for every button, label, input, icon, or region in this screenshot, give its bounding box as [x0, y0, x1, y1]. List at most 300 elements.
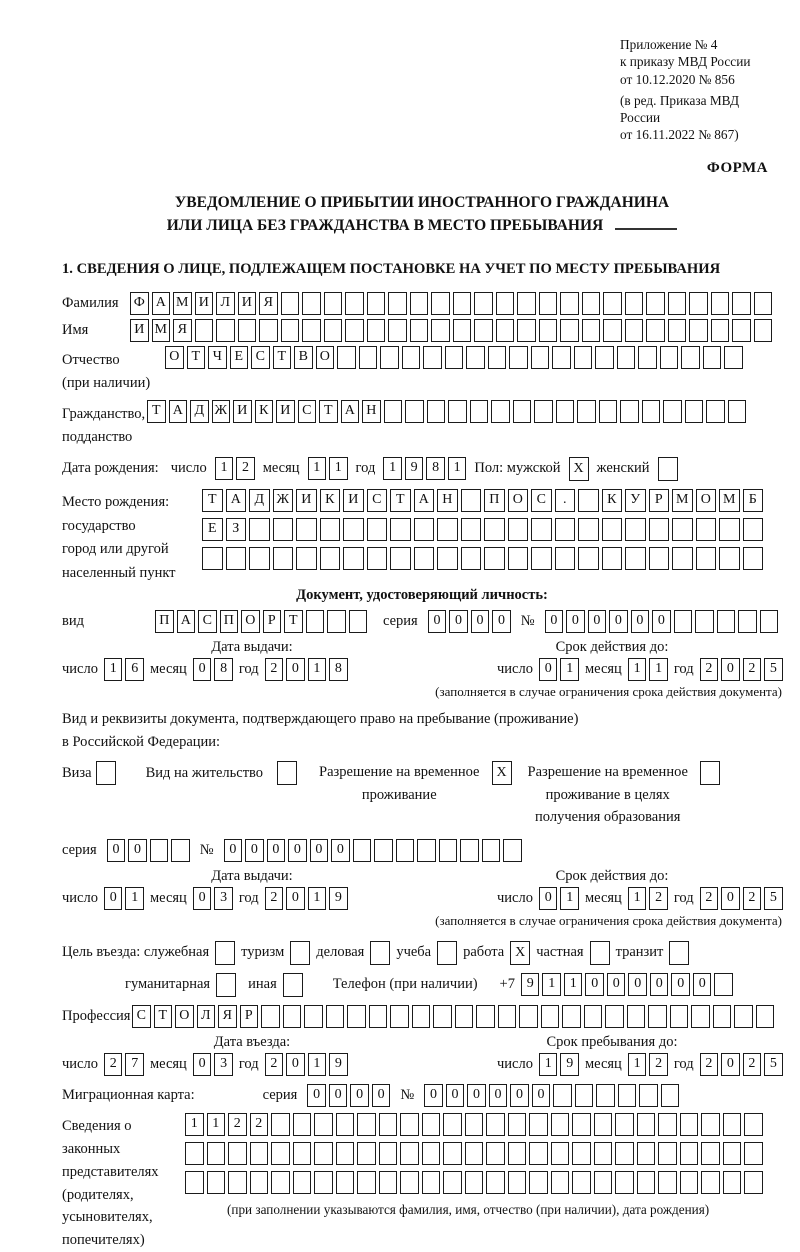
- form-cell[interactable]: 0: [609, 610, 628, 633]
- form-cell[interactable]: [357, 1113, 376, 1136]
- form-cell[interactable]: 1: [104, 658, 123, 681]
- form-cell[interactable]: 0: [310, 839, 329, 862]
- form-cell[interactable]: [553, 1084, 572, 1107]
- form-cell[interactable]: [226, 547, 247, 570]
- form-cell[interactable]: [349, 610, 368, 633]
- form-cell[interactable]: 1: [628, 1053, 647, 1076]
- form-cell[interactable]: [443, 1113, 462, 1136]
- id-valid-month-input[interactable]: [628, 658, 668, 681]
- form-cell[interactable]: [422, 1113, 441, 1136]
- form-cell[interactable]: [551, 1142, 570, 1165]
- form-cell[interactable]: [150, 839, 169, 862]
- form-cell[interactable]: [578, 518, 599, 541]
- form-cell[interactable]: [754, 319, 773, 342]
- form-cell[interactable]: [324, 319, 343, 342]
- form-cell[interactable]: [396, 839, 415, 862]
- form-cell[interactable]: [367, 292, 386, 315]
- form-cell[interactable]: О: [175, 1005, 194, 1028]
- entry-month-input[interactable]: [193, 1053, 233, 1076]
- form-cell[interactable]: [625, 319, 644, 342]
- form-cell[interactable]: [625, 518, 646, 541]
- form-cell[interactable]: [615, 1113, 634, 1136]
- form-cell[interactable]: [486, 1142, 505, 1165]
- form-cell[interactable]: [595, 346, 614, 369]
- form-cell[interactable]: 0: [329, 1084, 348, 1107]
- purpose-business-checkbox[interactable]: [370, 941, 390, 965]
- form-cell[interactable]: Д: [190, 400, 209, 423]
- form-cell[interactable]: [517, 292, 536, 315]
- form-cell[interactable]: [460, 839, 479, 862]
- form-cell[interactable]: [271, 1142, 290, 1165]
- form-cell[interactable]: [706, 400, 725, 423]
- given-name-input[interactable]: [130, 319, 772, 342]
- birth-place-row1-input[interactable]: [202, 489, 763, 512]
- form-cell[interactable]: [400, 1142, 419, 1165]
- form-cell[interactable]: Т: [202, 489, 223, 512]
- form-cell[interactable]: 1: [308, 887, 327, 910]
- form-cell[interactable]: 0: [539, 658, 558, 681]
- form-cell[interactable]: [369, 1005, 388, 1028]
- form-cell[interactable]: [302, 319, 321, 342]
- form-cell[interactable]: [453, 319, 472, 342]
- form-cell[interactable]: [171, 839, 190, 862]
- form-cell[interactable]: [599, 400, 618, 423]
- form-cell[interactable]: 1: [329, 457, 348, 480]
- form-cell[interactable]: 1: [215, 457, 234, 480]
- form-cell[interactable]: [508, 1113, 527, 1136]
- form-cell[interactable]: [327, 610, 346, 633]
- form-cell[interactable]: [711, 319, 730, 342]
- form-cell[interactable]: [249, 518, 270, 541]
- form-cell[interactable]: [594, 1113, 613, 1136]
- form-cell[interactable]: [724, 346, 743, 369]
- form-cell[interactable]: 0: [650, 973, 669, 996]
- form-cell[interactable]: [508, 1142, 527, 1165]
- form-cell[interactable]: [503, 839, 522, 862]
- form-cell[interactable]: [744, 1113, 763, 1136]
- form-cell[interactable]: [261, 1005, 280, 1028]
- form-cell[interactable]: [202, 547, 223, 570]
- form-cell[interactable]: [465, 1113, 484, 1136]
- form-cell[interactable]: [443, 1142, 462, 1165]
- form-cell[interactable]: [743, 547, 764, 570]
- form-cell[interactable]: Н: [362, 400, 381, 423]
- form-cell[interactable]: [529, 1142, 548, 1165]
- form-cell[interactable]: С: [298, 400, 317, 423]
- form-cell[interactable]: Р: [263, 610, 282, 633]
- form-cell[interactable]: [281, 292, 300, 315]
- representatives-row1-input[interactable]: [185, 1113, 763, 1136]
- form-cell[interactable]: 5: [764, 1053, 783, 1076]
- form-cell[interactable]: 1: [383, 457, 402, 480]
- form-cell[interactable]: [680, 1113, 699, 1136]
- form-cell[interactable]: [529, 1171, 548, 1194]
- form-cell[interactable]: [410, 292, 429, 315]
- form-cell[interactable]: 0: [245, 839, 264, 862]
- form-cell[interactable]: 1: [649, 658, 668, 681]
- birth-place-row2-input[interactable]: [202, 518, 763, 541]
- form-cell[interactable]: Т: [273, 346, 292, 369]
- id-issue-month-input[interactable]: [193, 658, 233, 681]
- form-cell[interactable]: Ф: [130, 292, 149, 315]
- form-cell[interactable]: [461, 489, 482, 512]
- form-cell[interactable]: 8: [329, 658, 348, 681]
- form-cell[interactable]: [347, 1005, 366, 1028]
- form-cell[interactable]: [517, 319, 536, 342]
- form-cell[interactable]: 1: [628, 658, 647, 681]
- form-cell[interactable]: [691, 1005, 710, 1028]
- form-cell[interactable]: [637, 1113, 656, 1136]
- form-cell[interactable]: 2: [649, 1053, 668, 1076]
- form-cell[interactable]: 0: [471, 610, 490, 633]
- form-cell[interactable]: X: [510, 941, 530, 965]
- residence-issue-month-input[interactable]: [193, 887, 233, 910]
- migration-series-input[interactable]: [307, 1084, 390, 1107]
- form-cell[interactable]: 0: [585, 973, 604, 996]
- form-cell[interactable]: О: [165, 346, 184, 369]
- form-cell[interactable]: 2: [228, 1113, 247, 1136]
- form-cell[interactable]: 1: [308, 1053, 327, 1076]
- form-cell[interactable]: [249, 547, 270, 570]
- form-cell[interactable]: [417, 839, 436, 862]
- patronymic-input[interactable]: [165, 346, 743, 369]
- form-cell[interactable]: [314, 1142, 333, 1165]
- form-cell[interactable]: [466, 346, 485, 369]
- form-cell[interactable]: [293, 1113, 312, 1136]
- form-cell[interactable]: 5: [764, 658, 783, 681]
- form-cell[interactable]: [620, 400, 639, 423]
- form-cell[interactable]: [578, 489, 599, 512]
- form-cell[interactable]: [681, 346, 700, 369]
- form-cell[interactable]: Я: [218, 1005, 237, 1028]
- form-cell[interactable]: [669, 941, 689, 965]
- form-cell[interactable]: А: [152, 292, 171, 315]
- form-cell[interactable]: [324, 292, 343, 315]
- id-valid-day-input[interactable]: [539, 658, 579, 681]
- purpose-other-checkbox[interactable]: [283, 973, 303, 997]
- form-cell[interactable]: 0: [671, 973, 690, 996]
- form-cell[interactable]: [484, 518, 505, 541]
- form-cell[interactable]: [529, 1113, 548, 1136]
- id-kind-input[interactable]: [155, 610, 367, 633]
- form-cell[interactable]: Т: [154, 1005, 173, 1028]
- form-cell[interactable]: 0: [331, 839, 350, 862]
- form-cell[interactable]: 0: [193, 1053, 212, 1076]
- form-cell[interactable]: [491, 400, 510, 423]
- form-cell[interactable]: 1: [207, 1113, 226, 1136]
- form-cell[interactable]: [577, 400, 596, 423]
- form-cell[interactable]: [658, 1171, 677, 1194]
- form-cell[interactable]: [367, 518, 388, 541]
- form-cell[interactable]: [238, 319, 257, 342]
- form-cell[interactable]: [551, 1113, 570, 1136]
- form-cell[interactable]: Н: [437, 489, 458, 512]
- form-cell[interactable]: Р: [649, 489, 670, 512]
- form-cell[interactable]: [584, 1005, 603, 1028]
- form-cell[interactable]: [539, 319, 558, 342]
- form-cell[interactable]: Л: [197, 1005, 216, 1028]
- form-cell[interactable]: К: [255, 400, 274, 423]
- form-cell[interactable]: [603, 292, 622, 315]
- form-cell[interactable]: [405, 400, 424, 423]
- form-cell[interactable]: [701, 1142, 720, 1165]
- form-cell[interactable]: [185, 1171, 204, 1194]
- form-cell[interactable]: С: [132, 1005, 151, 1028]
- form-cell[interactable]: 2: [743, 1053, 762, 1076]
- residence-valid-day-input[interactable]: [539, 887, 579, 910]
- form-cell[interactable]: [602, 518, 623, 541]
- form-cell[interactable]: [560, 292, 579, 315]
- form-cell[interactable]: [496, 292, 515, 315]
- form-cell[interactable]: П: [484, 489, 505, 512]
- form-cell[interactable]: [696, 547, 717, 570]
- form-cell[interactable]: 9: [560, 1053, 579, 1076]
- form-cell[interactable]: [539, 292, 558, 315]
- form-cell[interactable]: 0: [449, 610, 468, 633]
- form-cell[interactable]: 0: [307, 1084, 326, 1107]
- form-cell[interactable]: И: [130, 319, 149, 342]
- temp-residence-checkbox[interactable]: [492, 761, 512, 785]
- sex-female-checkbox[interactable]: [658, 457, 678, 481]
- form-cell[interactable]: [410, 319, 429, 342]
- form-cell[interactable]: [439, 839, 458, 862]
- form-cell[interactable]: [343, 518, 364, 541]
- form-cell[interactable]: 0: [545, 610, 564, 633]
- stay-year-input[interactable]: [700, 1053, 783, 1076]
- form-cell[interactable]: 1: [560, 658, 579, 681]
- profession-input[interactable]: [132, 1005, 774, 1028]
- form-cell[interactable]: [701, 1113, 720, 1136]
- entry-year-input[interactable]: [265, 1053, 348, 1076]
- form-cell[interactable]: [508, 518, 529, 541]
- form-cell[interactable]: [689, 292, 708, 315]
- form-cell[interactable]: 9: [329, 1053, 348, 1076]
- form-cell[interactable]: 0: [350, 1084, 369, 1107]
- form-cell[interactable]: [306, 610, 325, 633]
- form-cell[interactable]: [277, 761, 297, 785]
- form-cell[interactable]: [320, 518, 341, 541]
- form-cell[interactable]: [336, 1171, 355, 1194]
- form-cell[interactable]: О: [241, 610, 260, 633]
- form-cell[interactable]: В: [294, 346, 313, 369]
- form-cell[interactable]: [658, 457, 678, 481]
- form-cell[interactable]: [696, 518, 717, 541]
- visa-checkbox[interactable]: [96, 761, 116, 785]
- citizenship-input[interactable]: [147, 400, 746, 423]
- form-cell[interactable]: [293, 1171, 312, 1194]
- form-cell[interactable]: X: [569, 457, 589, 481]
- form-cell[interactable]: 0: [193, 658, 212, 681]
- form-cell[interactable]: 0: [428, 610, 447, 633]
- form-cell[interactable]: П: [220, 610, 239, 633]
- form-cell[interactable]: Т: [284, 610, 303, 633]
- form-cell[interactable]: [215, 941, 235, 965]
- form-cell[interactable]: [345, 319, 364, 342]
- form-cell[interactable]: [293, 1142, 312, 1165]
- form-cell[interactable]: [732, 319, 751, 342]
- form-cell[interactable]: А: [177, 610, 196, 633]
- form-cell[interactable]: [400, 1171, 419, 1194]
- form-cell[interactable]: К: [602, 489, 623, 512]
- form-cell[interactable]: [639, 1084, 658, 1107]
- form-cell[interactable]: [711, 292, 730, 315]
- form-cell[interactable]: [743, 518, 764, 541]
- form-cell[interactable]: [513, 400, 532, 423]
- form-cell[interactable]: [304, 1005, 323, 1028]
- form-cell[interactable]: [509, 346, 528, 369]
- form-cell[interactable]: [486, 1113, 505, 1136]
- form-cell[interactable]: 9: [521, 973, 540, 996]
- form-cell[interactable]: [390, 547, 411, 570]
- form-cell[interactable]: 1: [628, 887, 647, 910]
- form-cell[interactable]: [414, 518, 435, 541]
- form-cell[interactable]: [474, 292, 493, 315]
- form-cell[interactable]: 0: [566, 610, 585, 633]
- form-cell[interactable]: [345, 292, 364, 315]
- residence-series-input[interactable]: [107, 839, 190, 862]
- form-cell[interactable]: [290, 941, 310, 965]
- form-cell[interactable]: [728, 400, 747, 423]
- form-cell[interactable]: [723, 1142, 742, 1165]
- form-cell[interactable]: [388, 319, 407, 342]
- form-cell[interactable]: [431, 292, 450, 315]
- form-cell[interactable]: 2: [236, 457, 255, 480]
- form-cell[interactable]: К: [320, 489, 341, 512]
- form-cell[interactable]: [582, 292, 601, 315]
- form-cell[interactable]: [320, 547, 341, 570]
- form-cell[interactable]: [488, 346, 507, 369]
- form-cell[interactable]: Ж: [273, 489, 294, 512]
- form-cell[interactable]: [423, 346, 442, 369]
- form-cell[interactable]: 0: [267, 839, 286, 862]
- form-cell[interactable]: [572, 1142, 591, 1165]
- surname-input[interactable]: [130, 292, 772, 315]
- form-cell[interactable]: [379, 1142, 398, 1165]
- form-cell[interactable]: [562, 1005, 581, 1028]
- form-cell[interactable]: 0: [721, 1053, 740, 1076]
- residence-valid-month-input[interactable]: [628, 887, 668, 910]
- form-cell[interactable]: [326, 1005, 345, 1028]
- form-cell[interactable]: [336, 1113, 355, 1136]
- form-cell[interactable]: 1: [448, 457, 467, 480]
- form-cell[interactable]: [723, 1113, 742, 1136]
- form-cell[interactable]: [271, 1113, 290, 1136]
- form-cell[interactable]: [541, 1005, 560, 1028]
- form-cell[interactable]: [336, 1142, 355, 1165]
- form-cell[interactable]: [575, 1084, 594, 1107]
- form-cell[interactable]: 9: [329, 887, 348, 910]
- migration-number-input[interactable]: [424, 1084, 679, 1107]
- id-number-input[interactable]: [545, 610, 779, 633]
- stay-day-input[interactable]: [539, 1053, 579, 1076]
- form-cell[interactable]: 8: [426, 457, 445, 480]
- form-cell[interactable]: [723, 1171, 742, 1194]
- form-cell[interactable]: И: [195, 292, 214, 315]
- form-cell[interactable]: М: [672, 489, 693, 512]
- form-cell[interactable]: 0: [652, 610, 671, 633]
- form-cell[interactable]: [603, 319, 622, 342]
- form-cell[interactable]: [695, 610, 714, 633]
- form-cell[interactable]: [663, 400, 682, 423]
- form-cell[interactable]: И: [238, 292, 257, 315]
- form-cell[interactable]: [555, 518, 576, 541]
- form-cell[interactable]: [461, 518, 482, 541]
- form-cell[interactable]: А: [169, 400, 188, 423]
- form-cell[interactable]: 0: [489, 1084, 508, 1107]
- form-cell[interactable]: 0: [288, 839, 307, 862]
- form-cell[interactable]: [296, 518, 317, 541]
- form-cell[interactable]: [367, 547, 388, 570]
- form-cell[interactable]: [388, 292, 407, 315]
- form-cell[interactable]: О: [508, 489, 529, 512]
- residence-issue-day-input[interactable]: [104, 887, 144, 910]
- purpose-tourism-checkbox[interactable]: [290, 941, 310, 965]
- form-cell[interactable]: [738, 610, 757, 633]
- form-cell[interactable]: [482, 839, 501, 862]
- form-cell[interactable]: [470, 400, 489, 423]
- form-cell[interactable]: [732, 292, 751, 315]
- form-cell[interactable]: 0: [607, 973, 626, 996]
- form-cell[interactable]: [412, 1005, 431, 1028]
- form-cell[interactable]: [713, 1005, 732, 1028]
- stay-month-input[interactable]: [628, 1053, 668, 1076]
- form-cell[interactable]: [474, 319, 493, 342]
- form-cell[interactable]: 2: [700, 658, 719, 681]
- form-cell[interactable]: 2: [250, 1113, 269, 1136]
- form-cell[interactable]: [455, 1005, 474, 1028]
- form-cell[interactable]: [273, 518, 294, 541]
- form-cell[interactable]: Я: [173, 319, 192, 342]
- form-cell[interactable]: 0: [588, 610, 607, 633]
- form-cell[interactable]: [250, 1142, 269, 1165]
- form-cell[interactable]: [551, 1171, 570, 1194]
- id-issue-year-input[interactable]: [265, 658, 348, 681]
- form-cell[interactable]: 0: [532, 1084, 551, 1107]
- form-cell[interactable]: 2: [649, 887, 668, 910]
- form-cell[interactable]: [700, 761, 720, 785]
- form-cell[interactable]: И: [296, 489, 317, 512]
- form-cell[interactable]: [754, 292, 773, 315]
- form-cell[interactable]: [374, 839, 393, 862]
- form-cell[interactable]: [390, 1005, 409, 1028]
- id-series-input[interactable]: [428, 610, 511, 633]
- form-cell[interactable]: [228, 1171, 247, 1194]
- form-cell[interactable]: [594, 1171, 613, 1194]
- form-cell[interactable]: [476, 1005, 495, 1028]
- form-cell[interactable]: [638, 346, 657, 369]
- form-cell[interactable]: 9: [405, 457, 424, 480]
- form-cell[interactable]: Р: [240, 1005, 259, 1028]
- form-cell[interactable]: [618, 1084, 637, 1107]
- form-cell[interactable]: 2: [743, 887, 762, 910]
- form-cell[interactable]: [615, 1171, 634, 1194]
- form-cell[interactable]: [701, 1171, 720, 1194]
- form-cell[interactable]: [660, 346, 679, 369]
- form-cell[interactable]: [744, 1171, 763, 1194]
- form-cell[interactable]: У: [625, 489, 646, 512]
- form-cell[interactable]: [216, 973, 236, 997]
- form-cell[interactable]: 0: [107, 839, 126, 862]
- form-cell[interactable]: [602, 547, 623, 570]
- purpose-study-checkbox[interactable]: [437, 941, 457, 965]
- form-cell[interactable]: [658, 1113, 677, 1136]
- purpose-transit-checkbox[interactable]: [669, 941, 689, 965]
- form-cell[interactable]: 0: [193, 887, 212, 910]
- form-cell[interactable]: [625, 292, 644, 315]
- form-cell[interactable]: .: [555, 489, 576, 512]
- form-cell[interactable]: [384, 400, 403, 423]
- form-cell[interactable]: [649, 547, 670, 570]
